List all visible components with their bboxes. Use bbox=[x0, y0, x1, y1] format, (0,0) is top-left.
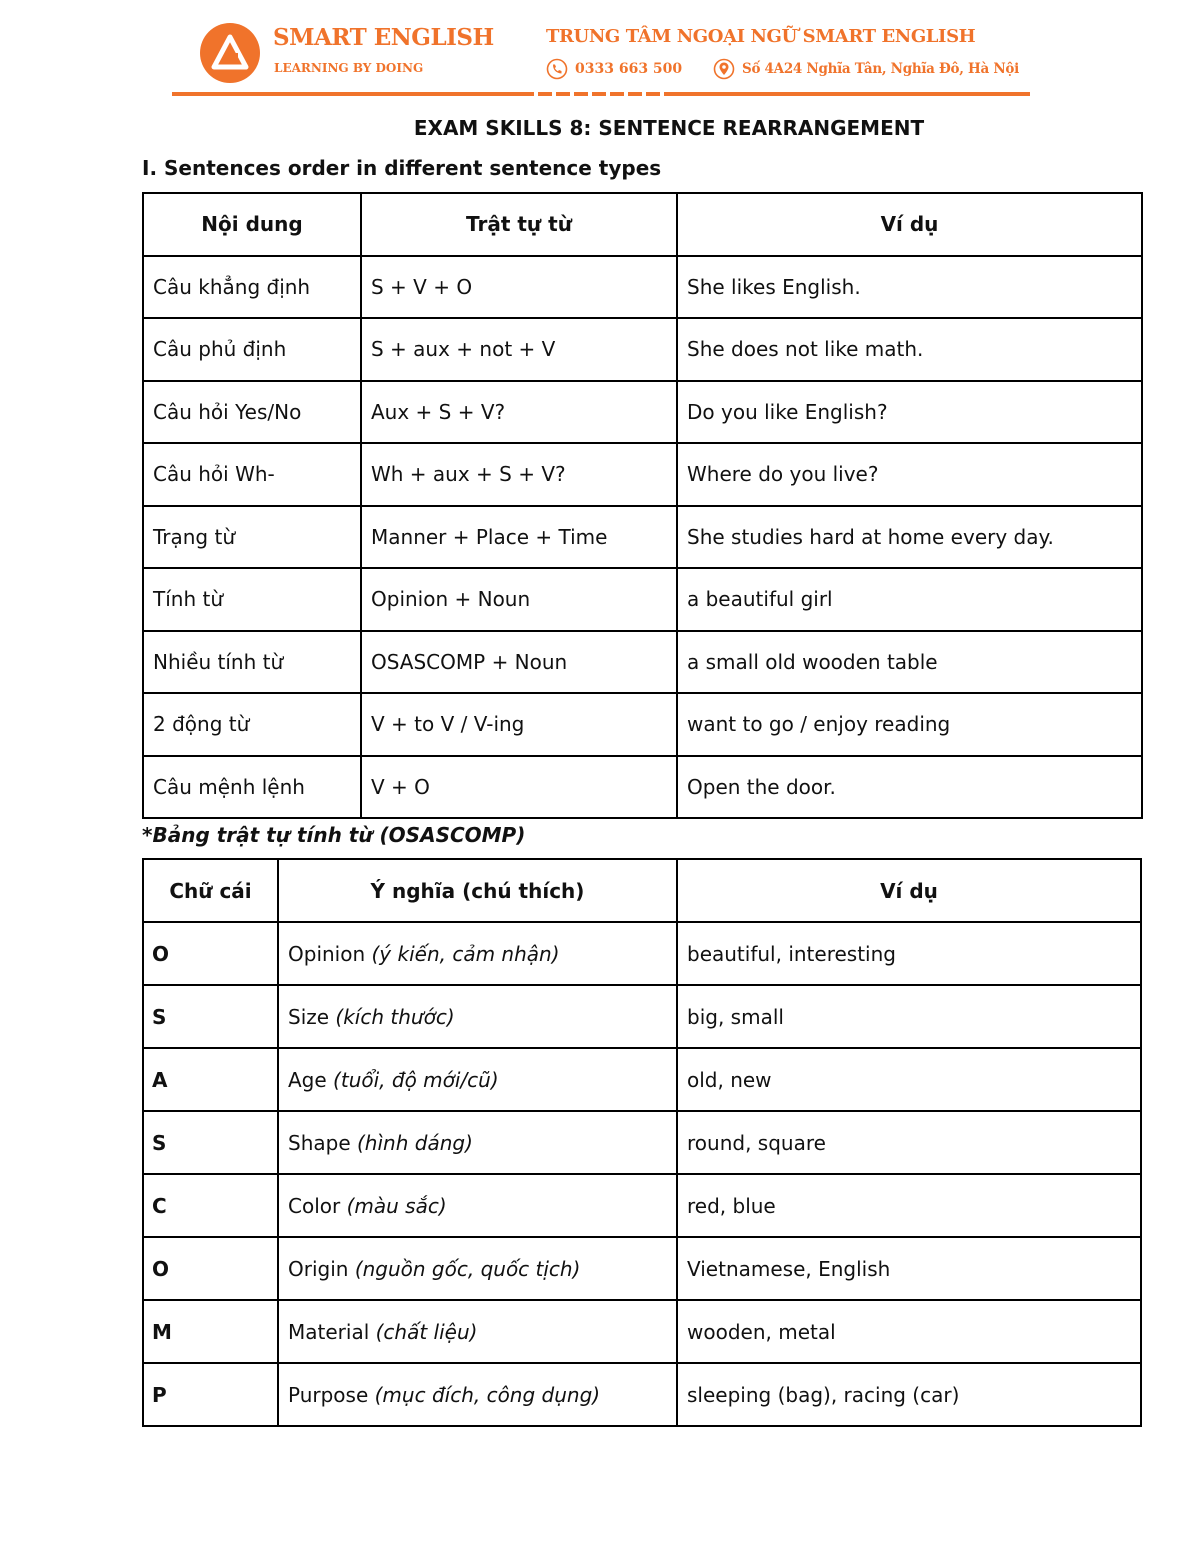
meaning-cell bbox=[278, 1300, 677, 1363]
table-row bbox=[143, 256, 1142, 319]
column-header: Chữ cái bbox=[143, 859, 278, 922]
table-row bbox=[143, 693, 1142, 756]
example-cell: wooden, metal bbox=[677, 1300, 1141, 1363]
meaning-cell bbox=[278, 1363, 677, 1426]
table-cell: 2 động từ bbox=[143, 693, 361, 756]
column-header: Ví dụ bbox=[677, 859, 1141, 922]
letter-cell: S bbox=[143, 1111, 278, 1174]
brand-tagline: LEARNING BY DOING bbox=[274, 61, 424, 75]
table-cell: a small old wooden table bbox=[677, 631, 1142, 694]
column-header: Ví dụ bbox=[677, 193, 1142, 256]
table-cell: Wh + aux + S + V? bbox=[361, 443, 677, 506]
table-cell: Nhiều tính từ bbox=[143, 631, 361, 694]
example-cell: sleeping (bag), racing (car) bbox=[677, 1363, 1141, 1426]
center-name: TRUNG TÂM NGOẠI NGỮ SMART ENGLISH bbox=[546, 26, 976, 47]
table-cell: Trạng từ bbox=[143, 506, 361, 569]
table-row bbox=[143, 443, 1142, 506]
table-cell: V + O bbox=[361, 756, 677, 819]
meaning-gloss: (mục đích, công dụng) bbox=[374, 1382, 601, 1407]
table-cell: Aux + S + V? bbox=[361, 381, 677, 444]
table-row bbox=[143, 631, 1142, 694]
meaning-cell bbox=[278, 1237, 677, 1300]
table-cell: She studies hard at home every day. bbox=[677, 506, 1142, 569]
meaning-gloss: (màu sắc) bbox=[346, 1193, 447, 1218]
meaning-gloss: (tuổi, độ mới/cũ) bbox=[333, 1067, 499, 1092]
table-header-row bbox=[143, 859, 1141, 922]
meaning-term: Origin bbox=[288, 1256, 349, 1281]
table-row bbox=[143, 1237, 1141, 1300]
letter-cell: A bbox=[143, 1048, 278, 1111]
table-row bbox=[143, 1363, 1141, 1426]
meaning-cell bbox=[278, 1174, 677, 1237]
table-cell: Câu hỏi Wh- bbox=[143, 443, 361, 506]
table-cell: S + aux + not + V bbox=[361, 318, 677, 381]
example-cell: big, small bbox=[677, 985, 1141, 1048]
sentence-order-table bbox=[142, 192, 1143, 819]
table-cell: Câu mệnh lệnh bbox=[143, 756, 361, 819]
table-header-row bbox=[143, 193, 1142, 256]
column-header: Nội dung bbox=[143, 193, 361, 256]
page-header bbox=[0, 0, 1200, 110]
table-cell: want to go / enjoy reading bbox=[677, 693, 1142, 756]
phone-icon bbox=[546, 58, 568, 80]
logo bbox=[200, 23, 260, 83]
page-title: EXAM SKILLS 8: SENTENCE REARRANGEMENT bbox=[413, 116, 925, 140]
table-row bbox=[143, 1174, 1141, 1237]
example-cell: round, square bbox=[677, 1111, 1141, 1174]
column-header: Trật tự từ bbox=[361, 193, 677, 256]
letter-cell: O bbox=[143, 922, 278, 985]
table-row bbox=[143, 318, 1142, 381]
meaning-term: Size bbox=[288, 1004, 330, 1029]
table-cell: OSASCOMP + Noun bbox=[361, 631, 677, 694]
meaning-term: Opinion bbox=[288, 941, 366, 966]
meaning-gloss: (nguồn gốc, quốc tịch) bbox=[354, 1256, 581, 1281]
meaning-term: Purpose bbox=[288, 1382, 369, 1407]
table-row bbox=[143, 922, 1141, 985]
meaning-term: Shape bbox=[288, 1130, 351, 1155]
letter-cell: P bbox=[143, 1363, 278, 1426]
letter-cell: M bbox=[143, 1300, 278, 1363]
table-row bbox=[143, 506, 1142, 569]
table-cell: Do you like English? bbox=[677, 381, 1142, 444]
table-cell: a beautiful girl bbox=[677, 568, 1142, 631]
meaning-cell bbox=[278, 922, 677, 985]
osascomp-note: *Bảng trật tự tính từ (OSASCOMP) bbox=[142, 823, 526, 847]
meaning-term: Age bbox=[288, 1067, 327, 1092]
letter-cell: C bbox=[143, 1174, 278, 1237]
letter-cell: O bbox=[143, 1237, 278, 1300]
table-row bbox=[143, 568, 1142, 631]
address-text: Số 4A24 Nghĩa Tân, Nghĩa Đô, Hà Nội bbox=[742, 61, 1019, 77]
meaning-cell bbox=[278, 985, 677, 1048]
meaning-gloss: (hình dáng) bbox=[357, 1130, 473, 1155]
table-cell: She likes English. bbox=[677, 256, 1142, 319]
meaning-gloss: (ý kiến, cảm nhận) bbox=[371, 941, 560, 966]
table-cell: She does not like math. bbox=[677, 318, 1142, 381]
table-row bbox=[143, 985, 1141, 1048]
osascomp-table bbox=[142, 858, 1142, 1427]
table-cell: Câu hỏi Yes/No bbox=[143, 381, 361, 444]
column-header: Ý nghĩa (chú thích) bbox=[278, 859, 677, 922]
example-cell: old, new bbox=[677, 1048, 1141, 1111]
example-cell: beautiful, interesting bbox=[677, 922, 1141, 985]
letter-cell: S bbox=[143, 985, 278, 1048]
table-cell: Opinion + Noun bbox=[361, 568, 677, 631]
table-row bbox=[143, 756, 1142, 819]
table-cell: Tính từ bbox=[143, 568, 361, 631]
phone-number: 0333 663 500 bbox=[575, 61, 683, 77]
meaning-term: Color bbox=[288, 1193, 341, 1218]
table-cell: Câu phủ định bbox=[143, 318, 361, 381]
meaning-gloss: (kích thước) bbox=[335, 1004, 455, 1029]
table-cell: Open the door. bbox=[677, 756, 1142, 819]
meaning-cell bbox=[278, 1111, 677, 1174]
table-row bbox=[143, 1048, 1141, 1111]
example-cell: Vietnamese, English bbox=[677, 1237, 1141, 1300]
table-cell: V + to V / V-ing bbox=[361, 693, 677, 756]
meaning-cell bbox=[278, 1048, 677, 1111]
table-row bbox=[143, 1300, 1141, 1363]
header-divider bbox=[172, 92, 1030, 96]
table-cell: Câu khẳng định bbox=[143, 256, 361, 319]
location-pin-icon bbox=[713, 58, 735, 80]
table-row bbox=[143, 1111, 1141, 1174]
table-row bbox=[143, 381, 1142, 444]
meaning-gloss: (chất liệu) bbox=[375, 1319, 478, 1344]
section-heading: I. Sentences order in different sentence types bbox=[142, 156, 662, 180]
address-contact bbox=[713, 58, 1019, 80]
table-cell: S + V + O bbox=[361, 256, 677, 319]
table-cell: Manner + Place + Time bbox=[361, 506, 677, 569]
logo-triangle-icon bbox=[200, 23, 260, 83]
meaning-term: Material bbox=[288, 1319, 370, 1344]
brand-name: SMART ENGLISH bbox=[273, 24, 494, 51]
example-cell: red, blue bbox=[677, 1174, 1141, 1237]
table-cell: Where do you live? bbox=[677, 443, 1142, 506]
phone-contact bbox=[546, 58, 682, 80]
